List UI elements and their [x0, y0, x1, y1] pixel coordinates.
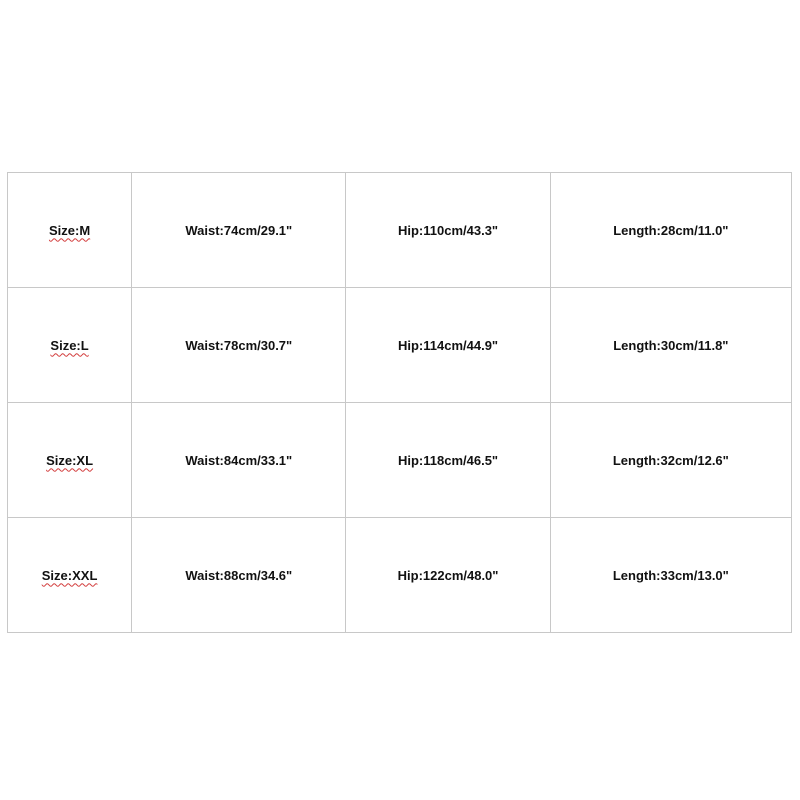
waist-cell: Waist:78cm/30.7"	[132, 288, 346, 403]
size-cell	[8, 403, 132, 518]
size-cell	[8, 173, 132, 288]
table-row-xxl	[8, 518, 792, 633]
size-chart-table	[7, 172, 792, 633]
length-cell: Length:28cm/11.0"	[550, 173, 791, 288]
length-cell: Length:30cm/11.8"	[550, 288, 791, 403]
size-cell	[8, 288, 132, 403]
hip-cell: Hip:110cm/43.3"	[346, 173, 550, 288]
length-cell: Length:32cm/12.6"	[550, 403, 791, 518]
hip-cell: Hip:114cm/44.9"	[346, 288, 550, 403]
waist-cell: Waist:88cm/34.6"	[132, 518, 346, 633]
table-row-l	[8, 288, 792, 403]
table-row-xl	[8, 403, 792, 518]
size-label: Size:XL	[46, 452, 94, 468]
length-cell: Length:33cm/13.0"	[550, 518, 791, 633]
hip-cell: Hip:118cm/46.5"	[346, 403, 550, 518]
size-cell	[8, 518, 132, 633]
waist-cell: Waist:84cm/33.1"	[132, 403, 346, 518]
table-row-m	[8, 173, 792, 288]
size-label: Size:M	[48, 222, 91, 238]
hip-cell: Hip:122cm/48.0"	[346, 518, 550, 633]
size-label: Size:XXL	[41, 567, 98, 583]
size-label: Size:L	[50, 337, 89, 353]
waist-cell: Waist:74cm/29.1"	[132, 173, 346, 288]
